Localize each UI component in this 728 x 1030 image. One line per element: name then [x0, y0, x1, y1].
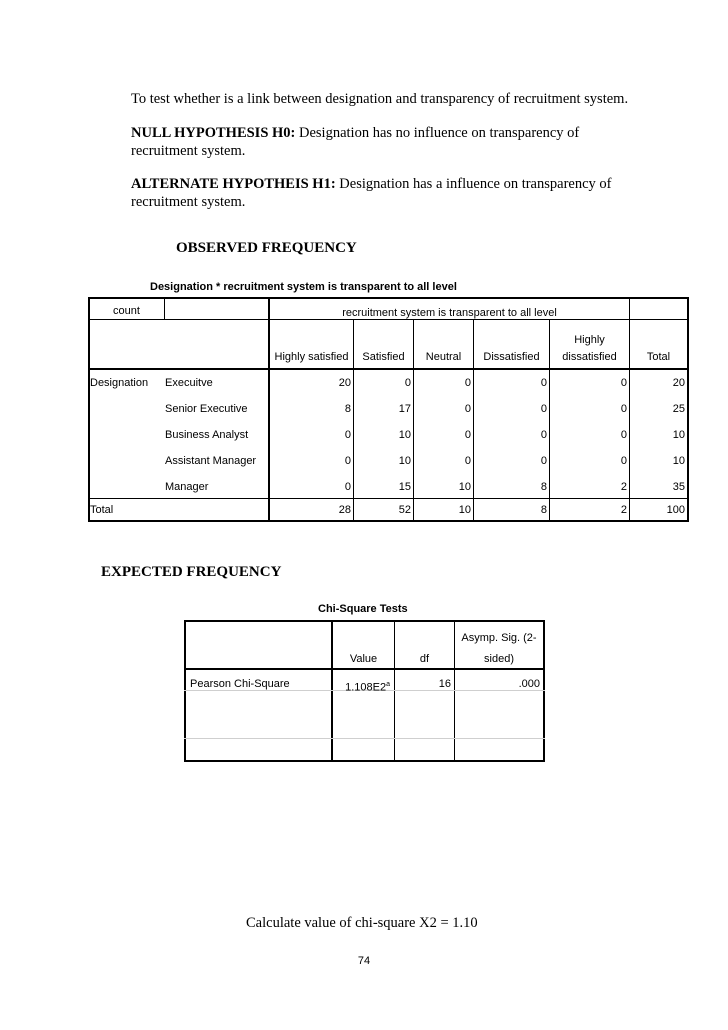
- col-header-dissatisfied: Dissatisfied: [483, 351, 540, 363]
- cell: 0: [344, 455, 351, 467]
- cell: 10: [458, 481, 471, 493]
- null-hypothesis: [131, 124, 579, 143]
- cell: 0: [344, 481, 351, 493]
- cell: 20: [338, 377, 351, 389]
- cell: 10: [398, 429, 411, 441]
- cell: 2: [620, 481, 627, 493]
- row-label: Manager: [165, 481, 209, 493]
- col-header-neutral: Neutral: [425, 351, 462, 363]
- count-label: count: [113, 305, 140, 317]
- cell: 10: [398, 455, 411, 467]
- chi-col-sig-line2: sided): [484, 653, 514, 665]
- cell: 0: [620, 455, 627, 467]
- expected-heading: EXPECTED FREQUENCY: [101, 564, 282, 580]
- cell: 0: [404, 377, 411, 389]
- null-hypothesis-text: Designation has no influence on transparency of: [295, 125, 580, 141]
- chi-df-value: 16: [438, 678, 451, 690]
- cell: 10: [672, 429, 685, 441]
- chi-col-value: Value: [349, 653, 378, 665]
- cell: 10: [672, 455, 685, 467]
- cell: 15: [398, 481, 411, 493]
- chi-row-label: Pearson Chi-Square: [190, 678, 290, 690]
- total-cell: 10: [458, 504, 471, 516]
- alternate-hypothesis-cont: recruitment system.: [131, 194, 246, 210]
- chi-col-df: df: [419, 653, 430, 665]
- cell: 8: [344, 403, 351, 415]
- observed-table: [88, 297, 689, 522]
- chi-col-sig-line1: Asymp. Sig. (2-: [461, 632, 537, 644]
- cell: 17: [398, 403, 411, 415]
- cell: 0: [464, 403, 471, 415]
- observed-heading: OBSERVED FREQUENCY: [176, 240, 357, 256]
- chi-value-cell: [333, 678, 390, 695]
- col-header-dissatisfied-2: dissatisfied: [562, 351, 617, 363]
- observed-table-title: Designation * recruitment system is transparent to all level: [150, 281, 457, 293]
- total-cell: 100: [666, 504, 685, 516]
- cell: 0: [620, 429, 627, 441]
- total-cell: 8: [540, 504, 547, 516]
- row-label: Senior Executive: [165, 403, 248, 415]
- chi-value-footnote: a: [386, 681, 390, 688]
- cell: 0: [540, 403, 547, 415]
- cell: 20: [672, 377, 685, 389]
- purpose-text: To test whether is a link between designation and transparency of recruitment system.: [131, 91, 629, 107]
- group-header: recruitment system is transparent to all level: [342, 307, 557, 319]
- page-number: 74: [357, 955, 371, 967]
- chi-value: 1.108E2: [345, 681, 387, 694]
- cell: 0: [540, 377, 547, 389]
- col-header-highly: Highly: [574, 334, 605, 346]
- cell: 0: [464, 377, 471, 389]
- cell: 0: [620, 377, 627, 389]
- cell: 0: [540, 455, 547, 467]
- col-header-satisfied: Satisfied: [362, 351, 405, 363]
- chi-table-title: Chi-Square Tests: [318, 603, 408, 615]
- cell: 35: [672, 481, 685, 493]
- conclusion-text: Calculate value of chi-square X2 = 1.10: [246, 915, 478, 931]
- cell: 25: [672, 403, 685, 415]
- cell: 0: [464, 429, 471, 441]
- total-cell: 52: [398, 504, 411, 516]
- alternate-hypothesis-label: ALTERNATE HYPOTHEIS H1:: [131, 176, 336, 192]
- cell: 0: [540, 429, 547, 441]
- row-label: Execuitve: [165, 377, 213, 389]
- null-hypothesis-label: NULL HYPOTHESIS H0:: [131, 125, 296, 141]
- total-label: Total: [90, 504, 114, 516]
- row-label: Business Analyst: [165, 429, 249, 441]
- chi-square-table: [184, 620, 545, 762]
- chi-sig-value: .000: [518, 678, 540, 690]
- alternate-hypothesis: [131, 175, 611, 194]
- alternate-hypothesis-text: Designation has a influence on transparency of: [335, 176, 612, 192]
- col-header-total: Total: [646, 351, 671, 363]
- total-cell: 28: [338, 504, 351, 516]
- row-label: Assistant Manager: [165, 455, 257, 467]
- total-cell: 2: [620, 504, 627, 516]
- null-hypothesis-cont: recruitment system.: [131, 143, 246, 159]
- cell: 0: [620, 403, 627, 415]
- cell: 8: [540, 481, 547, 493]
- col-header-highly-satisfied: Highly satisfied: [274, 351, 349, 363]
- row-group-designation: Designation: [90, 377, 149, 389]
- cell: 0: [464, 455, 471, 467]
- cell: 0: [344, 429, 351, 441]
